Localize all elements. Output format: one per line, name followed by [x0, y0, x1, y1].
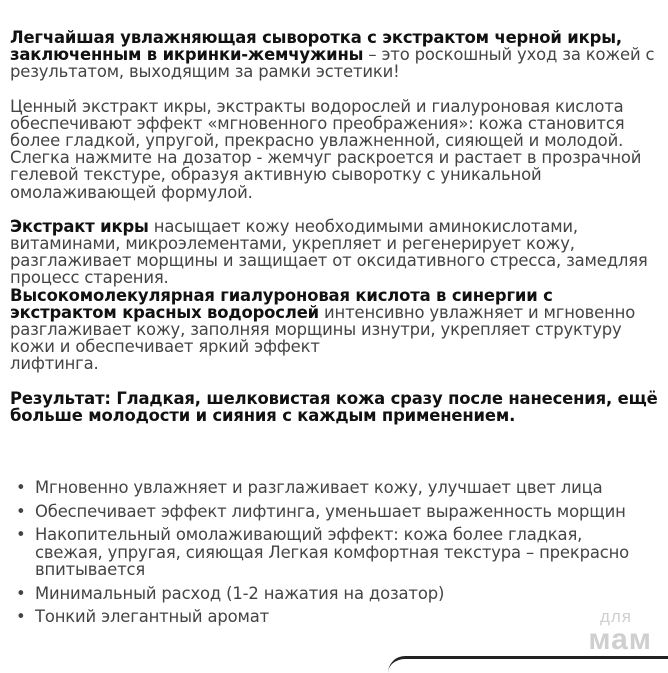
- hyaluronic-acid-text: интенсивно увлажняет и мгновенно разглаживает кожу, заполняя морщины изнутри, укрепляет структуру кожи и обеспечивает яркий эффект: [10, 302, 636, 357]
- list-item: [16, 479, 636, 496]
- watermark-small-text: для: [599, 607, 632, 626]
- list-item: [16, 585, 636, 602]
- bullet-icon: •: [16, 607, 26, 627]
- description-article: [10, 29, 658, 424]
- bullet-icon: •: [16, 583, 26, 603]
- extracts-paragraph: [10, 98, 658, 201]
- caviar-extract-heading: Экстракт икры: [10, 216, 149, 236]
- hyaluronic-acid-text-end: лифтинга.: [10, 354, 99, 374]
- intro-text: – это роскошный уход за кожей с результатом, выходящим за рамки эстетики!: [10, 45, 655, 82]
- list-item: [16, 608, 636, 625]
- site-watermark: [588, 608, 652, 655]
- intro-bold-text: Легчайшая увлажняющая сыворотка с экстрактом черной икры, заключенным в икринки-жемчужины: [10, 28, 622, 65]
- feature-text: Накопительный омолаживающий эффект: кожа более гладкая, свежая, упругая, сияющая Легкая комфортная текстура – прекрасно впитывается: [35, 525, 630, 579]
- features-list: [16, 479, 636, 632]
- feature-text: Мгновенно увлажняет и разглаживает кожу, улучшает цвет лица: [35, 478, 603, 497]
- dispenser-text: Слегка нажмите на дозатор - жемчуг раскроется и растает в прозрачной гелевой текстуре, образуя активную сыворотку с уникальной омолаживающей формулой.: [10, 148, 642, 202]
- caviar-extract-text: насыщает кожу необходимыми аминокислотами, витаминами, микроэлементами, укрепляет и регенерирует кожу, разглаживает морщины и защищает от оксидативного стресса, замедляя процесс старения.: [10, 216, 648, 288]
- extracts-text: Ценный экстракт икры, экстракты водорослей и гиалуроновая кислота обеспечивают эффект «мгновенного преображения»: кожа становится более гладкой, упругой, прекрасно увлажненной, сияющей и молодой.: [10, 96, 625, 151]
- result-paragraph: Результат: Гладкая, шелковистая кожа сразу после нанесения, ещё больше молодости и сияния с каждым применением.: [10, 388, 658, 425]
- bullet-icon: •: [16, 478, 26, 497]
- feature-text: Тонкий элегантный аромат: [35, 607, 270, 627]
- watermark-big-text: мам: [588, 623, 652, 656]
- list-item: [16, 503, 636, 520]
- hyaluronic-acid-heading: Высокомолекулярная гиалуроновая кислота в синергии с экстрактом красных водорослей: [10, 285, 553, 322]
- ingredients-paragraph: [10, 218, 658, 373]
- list-item: [16, 526, 636, 578]
- bullet-icon: •: [16, 501, 26, 521]
- bullet-icon: •: [16, 525, 26, 545]
- feature-text: Минимальный расход (1-2 нажатия на дозатор): [35, 583, 445, 603]
- feature-text: Обеспечивает эффект лифтинга, уменьшает выраженность морщин: [35, 501, 626, 521]
- intro-paragraph: [10, 29, 658, 81]
